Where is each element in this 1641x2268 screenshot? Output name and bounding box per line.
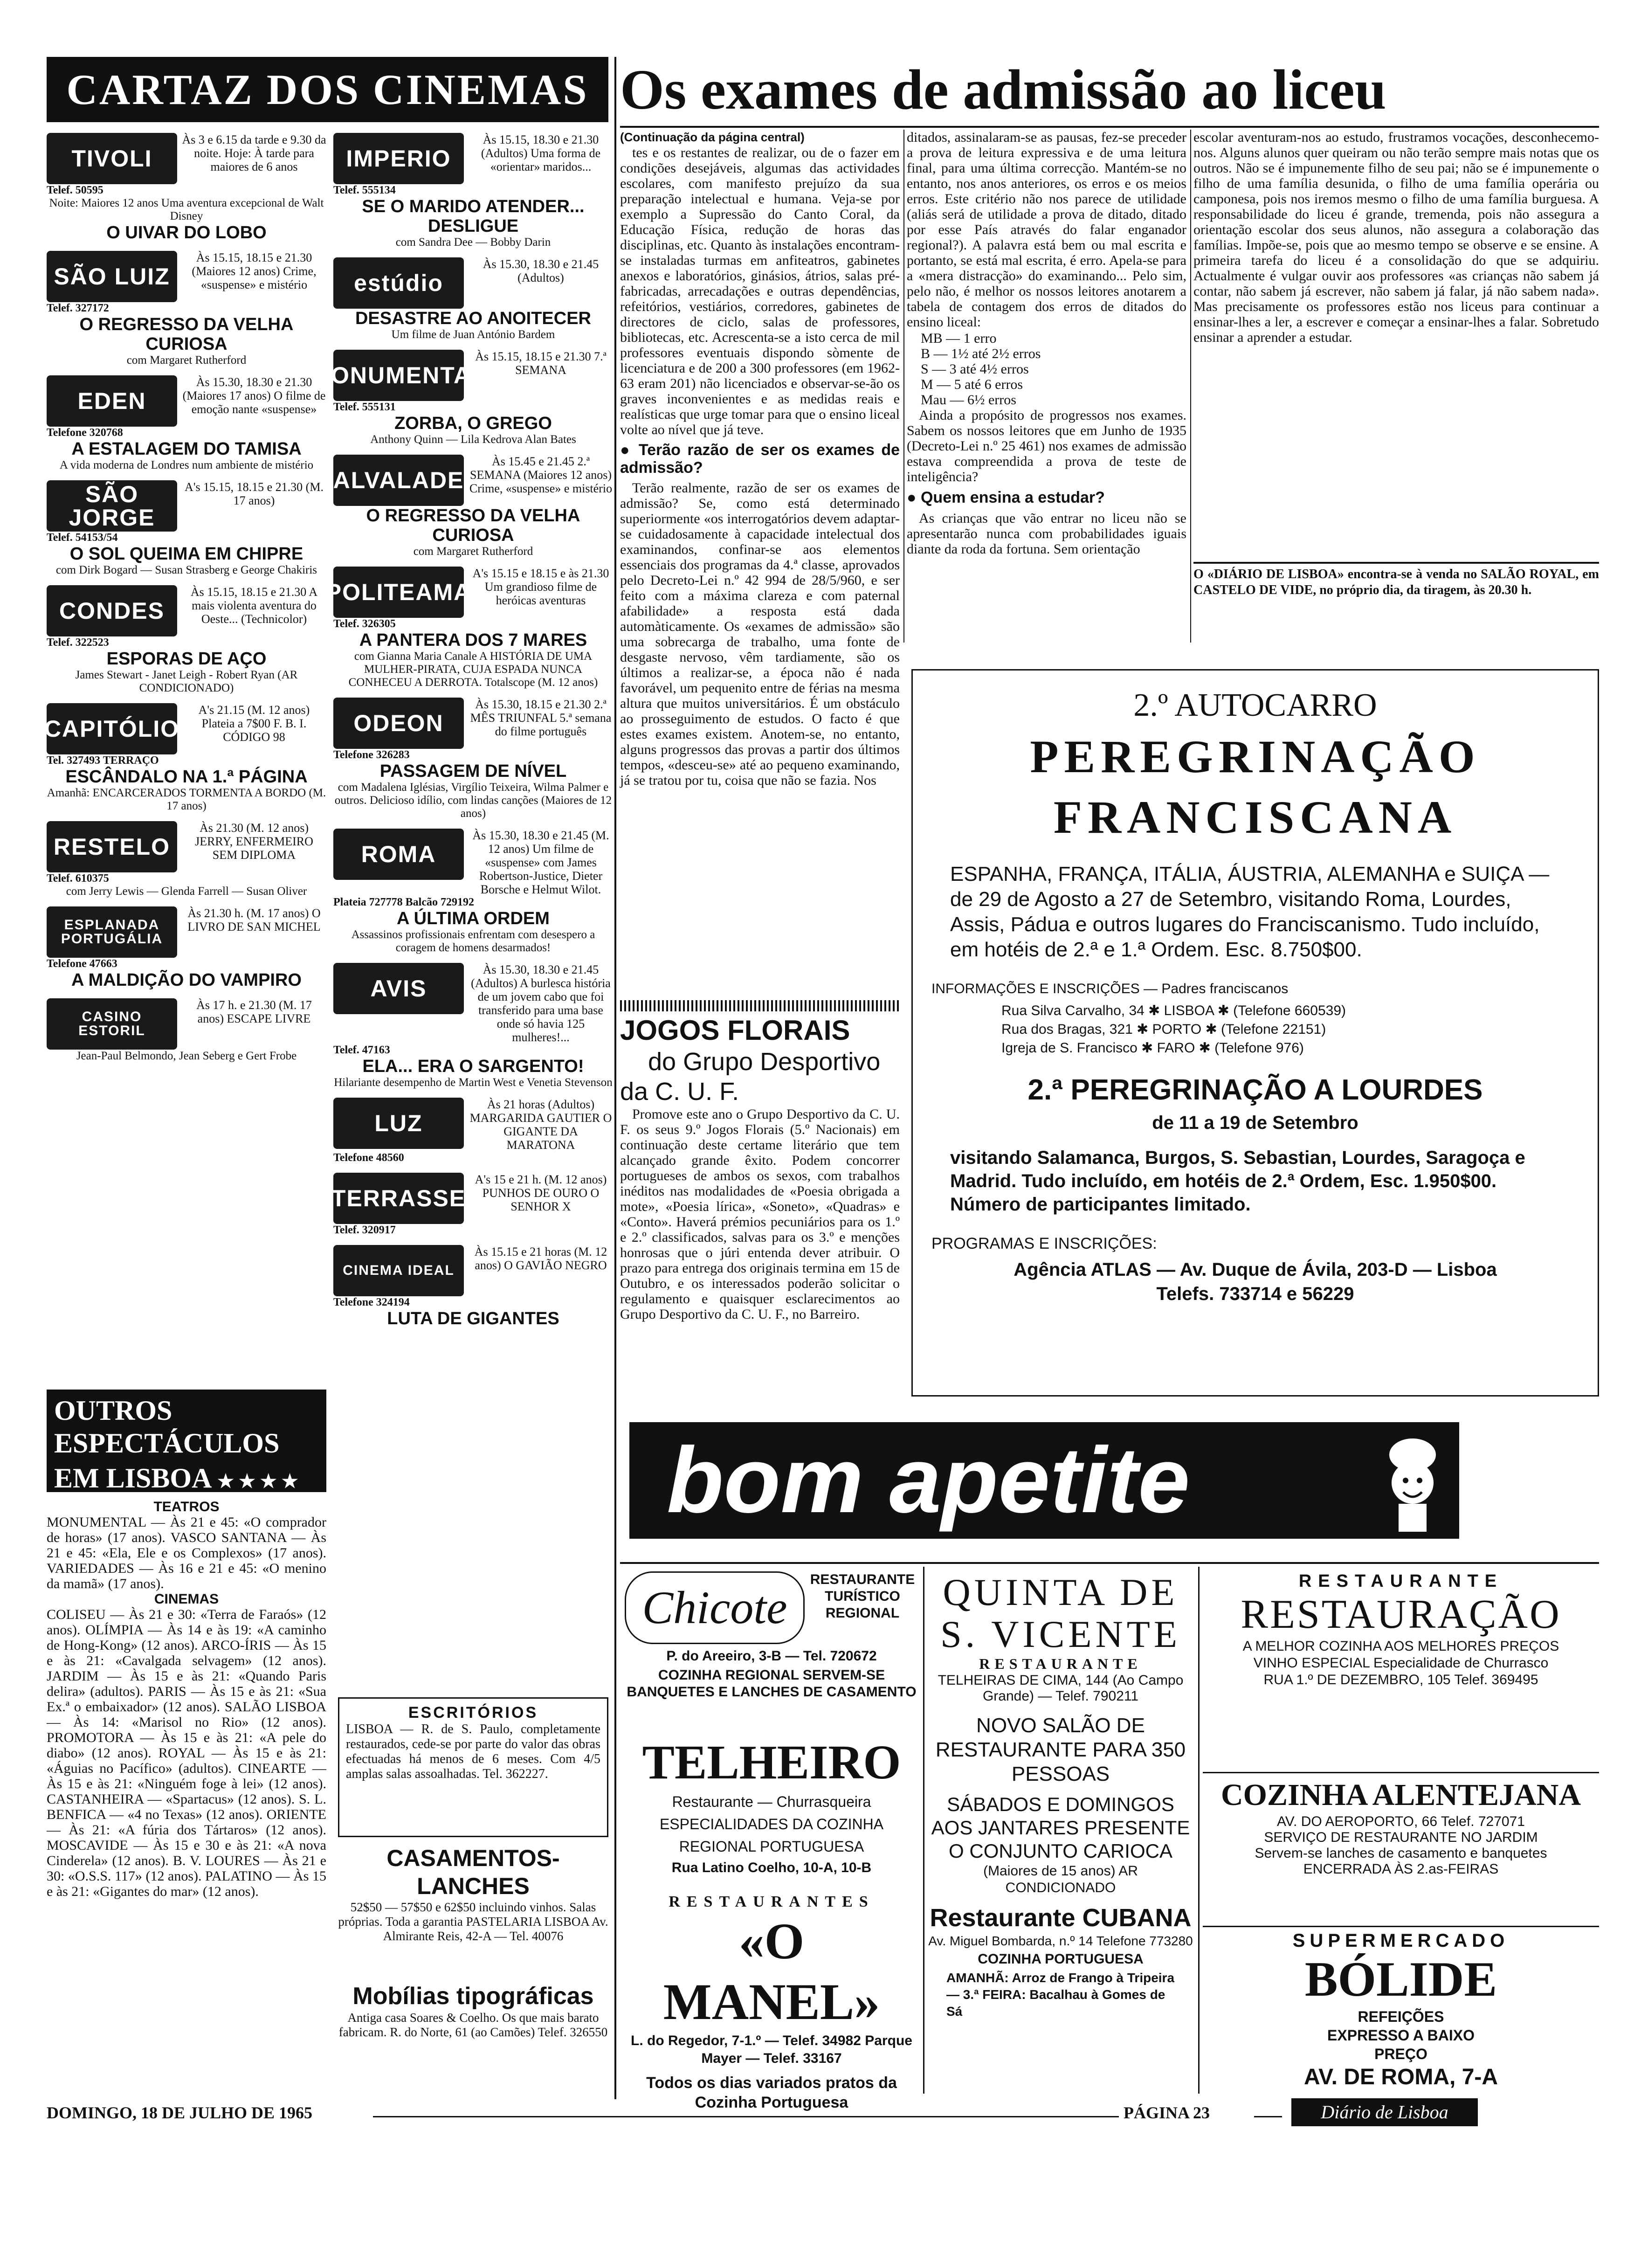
jogos-text: Promove este ano o Grupo Desportivo da C. U. F. os seus 9.º Jogos Florais (5.º Nacionais) em continuação deste certame literário que tem alcançado grande êxito. Podem concorrer portugueses de ambos os sexos, com trabalhos inéditos nas modalidades de «Poesia obrigada a mote», «Poesia lírica», «Soneto», «Quadras» e «Conto». Haverá prémios pecuniários para os 1.º e 2.º classificados, salvas para os 3.º e menções honrosas que o júri entenda dever atribuir. O prazo para entrega dos originais termina em 15 de Outubro, e os interessados poderão solicitar o regulamento e quaisquer esclarecimentos ao Grupo Desportivo da C. U. F., no Barreiro. <box>620 1106 900 1322</box>
jogos-title-2: do Grupo Desportivo <box>648 1048 881 1076</box>
film-cast: com Gianna Maria Canale A HISTÓRIA DE UMA MULHER-PIRATA, CUJA ESPADA NUNCA CONHECEU A DERROTA. Totalscope (M. 12 anos) <box>348 650 598 689</box>
cinema-listing <box>333 698 613 820</box>
cinema-times: A's 21.15 (M. 12 anos) Plateia a 7$00 F. B. I. CÓDIGO 98 <box>198 703 310 744</box>
manel-ad <box>625 1893 918 2111</box>
star-icons: ★ ★ ★ ★ <box>217 1471 298 1492</box>
film-cast: com Sandra Dee — Bobby Darin <box>395 236 551 249</box>
quinta-title-1: QUINTA DE <box>943 1571 1179 1613</box>
agency-address: Agência ATLAS — Av. Duque de Ávila, 203-D — Lisboa <box>1014 1259 1497 1280</box>
article-title: Os exames de admissão ao liceu <box>620 58 1386 121</box>
cinema-phone: Telef. 320917 <box>333 1224 396 1236</box>
quinta-ad <box>928 1571 1193 1916</box>
cinema-times: Às 15.15 e 21 horas (M. 12 anos) O GAVIÃO NEGRO <box>474 1245 607 1272</box>
address-lisboa: Rua Silva Carvalho, 34 ✱ LISBOA ✱ (Telefone 660539) <box>1001 1003 1346 1018</box>
film-cast: com Margaret Rutherford <box>126 354 247 366</box>
jogos-title-3: da C. U. F. <box>620 1078 739 1106</box>
footer-rule <box>1254 2116 1282 2117</box>
cinema-listing <box>47 251 326 367</box>
cinema-list-left <box>44 133 326 1369</box>
chicote-tag: RESTAURANTE TURÍSTICO REGIONAL <box>810 1572 915 1621</box>
cinema-listing <box>47 821 326 898</box>
ad-rule <box>1203 1926 1599 1927</box>
film-cast: Jean-Paul Belmondo, Jean Seberg e Gert Frobe <box>76 1050 297 1062</box>
pilgrimage-ad <box>911 669 1599 1397</box>
cinema-logo: estúdio <box>333 257 464 309</box>
cinema-listing <box>47 585 326 695</box>
cinema-listing <box>333 455 613 558</box>
alentejana-ad <box>1203 1777 1599 1926</box>
bolide-address: AV. DE ROMA, 7-A <box>1303 2065 1498 2089</box>
restauracao-top: RESTAURANTE <box>1298 1571 1503 1591</box>
cinema-logo: POLITEAMA <box>333 567 464 618</box>
masthead-logo: Diário de Lisboa <box>1291 2098 1478 2126</box>
film-title: O UIVAR DO LOBO <box>106 223 267 242</box>
article-continuation: (Continuação da página central) <box>620 130 805 144</box>
film-title: A ESTALAGEM DO TAMISA <box>71 439 302 459</box>
footer-rule <box>326 2116 1119 2117</box>
cinema-times: Às 15.45 e 21.45 2.ª SEMANA (Maiores 12 anos) Crime, «suspense» e mistério <box>469 455 613 495</box>
cinema-times: A's 15.15, 18.15 e 21.30 (M. 17 anos) <box>185 480 324 507</box>
cinema-times: Às 3 e 6.15 da tarde e 9.30 da noite. Hoje: À tarde para maiores de 6 anos <box>182 133 326 173</box>
cinema-logo: IMPERIO <box>333 133 464 184</box>
cinema-times: Às 21 horas (Adultos) MARGARIDA GAUTIER O GIGANTE DA MARATONA <box>469 1098 612 1152</box>
chicote-address: P. do Areeiro, 3-B — Tel. 720672 <box>666 1648 877 1664</box>
film-title: SE O MARIDO ATENDER... DESLIGUE <box>362 197 585 236</box>
casamentos-title: CASAMENTOS-LANCHES <box>386 1845 560 1899</box>
cinema-times: Às 15.30, 18.30 e 21.45 (M. 12 anos) Um filme de «suspense» com James Robertson-Justice, Dieter Borsche e Helmut Wilot. <box>472 829 609 896</box>
cinema-listing <box>47 480 326 577</box>
cinema-listing <box>47 375 326 472</box>
escritorios-title: ESCRITÓRIOS <box>408 1704 538 1722</box>
film-title: ESPORAS DE AÇO <box>106 649 267 669</box>
cinema-listing <box>333 133 613 249</box>
jogos-title-1: JOGOS FLORAIS <box>620 1015 850 1046</box>
cinema-times: A's 15.15 e 18.15 e às 21.30 Um grandioso filme de heróicas aventuras <box>472 567 609 607</box>
scale-b: B — 1½ até 2½ erros <box>921 346 1041 361</box>
casamentos-ad <box>338 1844 608 1984</box>
footer-date: DOMINGO, 18 DE JULHO DE 1965 <box>47 2103 373 2123</box>
notice-box: O «DIÁRIO DE LISBOA» encontra-se à venda no SALÃO ROYAL, em CASTELO DE VIDE, no próprio dia, da tiragem, às 20.30 h. <box>1193 567 1599 597</box>
scale-m: M — 5 até 6 erros <box>921 377 1023 392</box>
film-title: O REGRESSO DA VELHA CURIOSA <box>79 315 294 354</box>
manel-address: L. do Regedor, 7-1.º — Telef. 34982 Parque Mayer — Telef. 33167 <box>631 2033 912 2066</box>
cinema-logo: CONDES <box>47 585 177 636</box>
cinema-logo: CASINO ESTORIL <box>47 998 177 1050</box>
cinema-listing <box>333 963 613 1089</box>
cinema-times: Às 17 h. e 21.30 (M. 17 anos) ESCAPE LIVRE <box>196 998 312 1025</box>
cinema-phone: Telefone 326283 <box>333 749 410 761</box>
jogos-florais <box>620 1014 900 1415</box>
cinema-phone: Telef. 326305 <box>333 618 396 630</box>
cinema-phone: Telefone 47663 <box>47 958 117 970</box>
cinema-logo: CINEMA IDEAL <box>333 1245 464 1296</box>
cinema-times: A's 15 e 21 h. (M. 12 anos) PUNHOS DE OURO O SENHOR X <box>475 1173 607 1213</box>
cinema-logo: CAPITÓLIO <box>47 703 177 754</box>
quinta-restaurante: RESTAURANTE <box>979 1655 1142 1672</box>
footer-page: PÁGINA 23 <box>1124 2103 1210 2122</box>
film-title: PASSAGEM DE NÍVEL <box>379 761 567 781</box>
title-rule <box>620 126 1599 128</box>
cinema-logo: SÃO LUIZ <box>47 251 177 302</box>
cinema-times: Às 15.15, 18.15 e 21.30 7.ª SEMANA <box>475 350 607 377</box>
chef-icon <box>1366 1422 1459 1539</box>
cinema-logo: AVIS <box>333 963 464 1014</box>
film-title: O SOL QUEIMA EM CHIPRE <box>69 544 303 564</box>
restauracao-ad <box>1203 1571 1599 1767</box>
film-cast: Amanhã: ENCARCERADOS TORMENTA A BORDO (M. 17 anos) <box>47 787 326 812</box>
telheiro-address: Rua Latino Coelho, 10-A, 10-B <box>671 1860 872 1875</box>
cinema-listing <box>47 998 326 1063</box>
article-col3-text: escolar aventuram-nos ao estudo, frustramos vocações, desconhecemo-nos. Alguns alunos quer queiram ou não terão sempre mais notas que os outros. Não se é impunemente filho de seu pai; não se é impunemente o filho de uma família desunida, o filho de uma família operária ou camponesa, pois nos iremos mesmo o filho de uma família burguesa. A responsabilidade do liceu é grande, tremenda, pois não assegura a orientação escolar dos seus alunos, não assegura a colaboração das famílias. Impõe-se, pois que ao mesmo tempo se observe e se ensine. A primeira tarefa do liceu é a consolidação do que se adquiriu. Actualmente é vulgar ouvir aos professores «as crianças não sabem já contar, não sabem já escrever, não sabem já falar, já não sabem nada». Mas precisamente os professores estão nos liceus para continuar a ensinar-lhes a ler, a escrever e começar a ensinar-lhes a falar. Sobretudo ensinar a aprender a estudar. <box>1193 130 1599 345</box>
film-title: A PANTERA DOS 7 MARES <box>359 630 587 650</box>
bom-apetite-banner <box>629 1422 1459 1539</box>
outros-list <box>47 1499 326 2105</box>
manel-text: Todos os dias variados pratos da Cozinha Portuguesa <box>646 2074 897 2111</box>
column-rule <box>1198 1567 1200 2094</box>
outros-cinemas-label: CINEMAS <box>154 1591 219 1607</box>
lourdes-title: 2.ª PEREGRINAÇÃO A LOURDES <box>1027 1074 1483 1106</box>
cinema-listing <box>47 133 326 242</box>
alentejana-text: AV. DO AEROPORTO, 66 Telef. 727071 SERVIÇO DE RESTAURANTE NO JARDIM Servem-se lanches de casamento e banquetes ENCERRADA ÀS 2.as-FEIRAS <box>1255 1814 1547 1877</box>
film-cast: Hilariante desempenho de Martin West e Venetia Stevenson <box>334 1076 613 1089</box>
outros-heading-line1: OUTROS ESPECTÁCULOS <box>54 1395 280 1459</box>
mobilias-text: Antiga casa Soares & Coelho. Os que mais barato fabricam. R. do Norte, 61 (ao Camões) Telef. 326550 <box>338 2011 608 2039</box>
quinta-text-3: (Maiores de 15 anos) AR CONDICIONADO <box>983 1863 1138 1895</box>
film-title: A MALDIÇÃO DO VAMPIRO <box>71 970 302 990</box>
film-cast: Anthony Quinn — Lila Kedrova Alan Bates <box>370 433 576 446</box>
film-cast: com Dirk Bogard — Susan Strasberg e George Chakiris <box>55 564 317 576</box>
cinema-phone: Telef. 555134 <box>333 184 396 196</box>
agency-phones: Telefs. 733714 e 56229 <box>1156 1284 1354 1304</box>
programas-label: PROGRAMAS E INSCRIÇÕES: <box>931 1235 1157 1252</box>
cinema-phone: Tel. 327493 TERRAÇO <box>47 754 159 767</box>
cinema-times: Às 15.15, 18.15 e 21.30 (Maiores 12 anos) Crime, «suspense» e mistério <box>192 251 317 291</box>
error-scale <box>907 331 1186 408</box>
restauracao-text: A MELHOR COZINHA AOS MELHORES PREÇOS VINHO ESPECIAL Especialidade de Churrasco RUA 1.º DE DEZEMBRO, 105 Telef. 369495 <box>1242 1639 1559 1687</box>
article-col1b-text: Terão realmente, razão de ser os exames de admissão? Se, como está determinado superiormente «os interrogatórios devem adaptar-se cuidadosamente à capacidade intelectual dos examinandos, confinar-se aos elementos essenciais dos programas da 4.ª classe, aprovados pelo Decreto-Lei n.º 42 994 de 28/5/960, e ser feito com a máxima clareza e com paternal afabilidade» a resposta está dada automàticamente. Os «exames de admissão» são uma sobrecarga de trabalho, uma fonte de desgaste nervoso, vêm tardiamente, são os últimos a realizar-se, a época não é nada favorável, um pequenito entre de férias na mesma altura que muitos universitários. É um obstáculo ao prosseguimento de estudos. O facto é que estes exames existem. Anotem-se, no entanto, alguns progressos das provas a partir dos últimos tempos, «desceu-se» até ao pequeno examinando, já se tratou por tu, coisa que não se fazia. Nos <box>620 480 900 788</box>
cinema-logo: EDEN <box>47 375 177 427</box>
cinema-times: Às 15.30, 18.30 e 21.30 (Maiores 17 anos) O filme de emoção nante «suspense» <box>182 375 326 416</box>
column-rule <box>1190 130 1191 643</box>
film-cast: com Margaret Rutherford <box>413 545 533 558</box>
film-title: ZORBA, O GREGO <box>394 414 552 433</box>
cinema-logo: ODEON <box>333 698 464 749</box>
alentejana-title: COZINHA ALENTEJANA <box>1221 1778 1581 1812</box>
cinema-phone: Telef. 47163 <box>333 1044 390 1056</box>
cinema-times: Às 21.30 (M. 12 anos) JERRY, ENFERMEIRO SEM DIPLOMA <box>195 821 313 862</box>
mobilias-ad <box>338 1982 608 2094</box>
cinema-listing <box>44 703 326 813</box>
restauracao-title: RESTAURAÇÃO <box>1241 1592 1561 1637</box>
cinema-logo: SÃO JORGE <box>47 480 177 532</box>
cinema-times: Às 21.30 h. (M. 17 anos) O LIVRO DE SAN MICHEL <box>187 906 321 933</box>
casamentos-text: 52$50 — 57$50 e 62$50 incluindo vinhos. Salas próprias. Toda a garantia PASTELARIA LISBOA Av. Almirante Reis, 42-A — Tel. 40076 <box>338 1900 608 1943</box>
film-title: A ÚLTIMA ORDEM <box>397 909 550 928</box>
cinema-phone: Telefone 324194 <box>333 1296 410 1308</box>
column-rule <box>903 130 904 643</box>
cinema-phone: Telef. 54153/54 <box>47 532 118 544</box>
supermercado-label: SUPERMERCADO <box>1292 1930 1510 1951</box>
quinta-address: TELHEIRAS DE CIMA, 144 (Ao Campo Grande) — Telef. 790211 <box>938 1673 1184 1704</box>
pilgrimage-route: ESPANHA, FRANÇA, ITÁLIA, ÁUSTRIA, ALEMANHA e SUIÇA — de 29 de Agosto a 27 de Setembro, visitando Roma, Lourdes, Assis, Pádua e outros lugares do Franciscanismo. Tudo incluído, em hotéis de 2.ª e 1.ª Ordem. Esc. 8.750$00. <box>950 863 1550 961</box>
column-rule <box>614 57 616 2099</box>
cinema-logo: ESPLANADA PORTUGÁLIA <box>47 906 177 958</box>
film-title: DESASTRE AO ANOITECER <box>355 309 591 328</box>
cubana-address: Av. Miguel Bombarda, n.º 14 Telefone 773280 <box>928 1934 1193 1948</box>
notice-rule <box>1193 562 1599 564</box>
bolide-title: BÓLIDE <box>1304 1952 1497 2006</box>
bom-apetite-text: bom apetite <box>667 1428 1190 1532</box>
ad-rule <box>1203 1772 1599 1773</box>
escritorios-ad <box>338 1697 608 1837</box>
pilgrimage-title-1: PEREGRINAÇÃO <box>1030 731 1481 782</box>
cinema-logo: MONUMENTAL <box>333 350 464 401</box>
article-col2-text: ditados, assinalaram-se as pausas, fez-se preceder a prova de leitura expressiva e de uma leitura final, para uma última correcção. Mantém-se no entanto, nos anos anteriores, os erros e os meios erros. Este critério não nos parece de utilidade (aliás será de utilidade a prova de ditado, ditado por esse País através do falar enganador regional?). A palavra está bem ou mal escrita e portanto, se está mal escrita, é erro. Apela-se para a «mera distracção» do examinando... Pelo sim, pelo não, é melhor os nossos leitores anotarem a tabela de contagem dos erros de ditados do ensino liceal: <box>907 130 1186 330</box>
sub-heading-1: ● Terão razão de ser os exames de admissão? <box>620 441 900 477</box>
jogos-separator <box>620 1000 900 1011</box>
teatros-text: MONUMENTAL — Às 21 e 45: «O comprador de horas» (17 anos). VASCO SANTANA — Às 21 e 45: «Ela, Ele e os Complexos» (17 anos). VARIEDADES — Às 16 e 21 e 45: «O menino da mamã» (17 anos). <box>47 1514 326 1591</box>
cinema-times: Às 15.15, 18.15 e 21.30 A mais violenta aventura do Oeste... (Technicolor) <box>190 585 318 626</box>
film-title: ELA... ERA O SARGENTO! <box>362 1057 584 1076</box>
film-cast: A vida moderna de Londres num ambiente de mistério <box>59 459 314 471</box>
sub-heading-1-text: Terão razão de ser os exames de admissão? <box>620 441 900 477</box>
cinema-logo: TERRASSE <box>333 1173 464 1224</box>
cinema-list-right <box>310 133 613 1611</box>
telheiro-ad <box>625 1735 918 1879</box>
chicote-text: COZINHA REGIONAL SERVEM-SE BANQUETES E LANCHES DE CASAMENTO <box>627 1667 917 1700</box>
cinemas-heading: CARTAZ DOS CINEMAS <box>47 57 608 122</box>
quinta-text-2: SÁBADOS E DOMINGOS AOS JANTARES PRESENTE O CONJUNTO CARIOCA <box>931 1793 1190 1862</box>
outros-heading <box>47 1390 326 1492</box>
film-cast: Um filme de Juan António Bardem <box>391 328 555 341</box>
cinema-times: Às 15.15, 18.30 e 21.30 (Adultos) Uma forma de «orientar» maridos... <box>481 133 601 173</box>
bolide-ad <box>1203 1930 1599 2094</box>
cinema-phone: Telef. 322523 <box>47 636 109 649</box>
film-title: LUTA DE GIGANTES <box>387 1309 559 1328</box>
sub-heading-2-text: Quem ensina a estudar? <box>920 489 1105 506</box>
cubana-ad <box>928 1902 1193 2089</box>
cinema-phone: Telefone 48560 <box>333 1152 404 1164</box>
cinema-logo: LUZ <box>333 1098 464 1149</box>
pilgrimage-info: INFORMAÇÕES E INSCRIÇÕES — Padres franciscanos <box>931 981 1289 996</box>
ads-top-rule <box>620 1562 1599 1564</box>
quinta-text: NOVO SALÃO DE RESTAURANTE PARA 350 PESSOAS <box>935 1714 1186 1785</box>
cinema-times: Às 15.30, 18.30 e 21.45 (Adultos) A burlesca história de um jovem cabo que foi transferido para uma base onde só havia 125 mulheres!... <box>471 963 611 1044</box>
manel-title: «O MANEL» <box>663 1913 880 2030</box>
pilgrimage-title-2: FRANCISCANA <box>1053 791 1457 843</box>
telheiro-text: Restaurante — Churrasqueira ESPECIALIDADES DA COZINHA REGIONAL PORTUGUESA <box>659 1793 884 1855</box>
cinema-logo: RESTELO <box>47 821 177 872</box>
cubana-menu: AMANHÃ: Arroz de Frango à Tripeira — 3.ª FEIRA: Bacalhau à Gomes de Sá <box>946 1971 1175 2019</box>
film-cast: James Stewart - Janet Leigh - Robert Ryan (AR CONDICIONADO) <box>75 669 298 694</box>
escritorios-text: LISBOA — R. de S. Paulo, completamente restaurados, cede-se por parte do valor das obras efectuadas há menos de 6 meses. Com 4/5 amplas salas assoalhadas. Tel. 362227. <box>346 1722 600 1781</box>
address-faro: Igreja de S. Francisco ✱ FARO ✱ (Telefone 976) <box>1001 1040 1304 1056</box>
teatros-label: TEATROS <box>153 1499 220 1514</box>
manel-top: RESTAURANTES <box>669 1893 875 1910</box>
outros-heading-line2: EM LISBOA <box>54 1463 211 1494</box>
cinema-note: Noite: Maiores 12 anos Uma aventura excepcional de Walt Disney <box>49 197 324 222</box>
article-col-3 <box>1193 130 1599 559</box>
scale-mau: Mau — 6½ erros <box>921 392 1016 408</box>
column-rule <box>923 1567 924 2094</box>
pilgrimage-bus: 2.º AUTOCARRO <box>1133 687 1377 723</box>
cinema-listing <box>333 1098 613 1164</box>
cinema-phone: Plateia 727778 Balcão 729192 <box>333 896 474 908</box>
lourdes-dates: de 11 a 19 de Setembro <box>1152 1113 1358 1133</box>
cinema-listing <box>333 257 613 341</box>
film-cast: com Jerry Lewis — Glenda Farrell — Susan Oliver <box>66 885 307 898</box>
scale-mb: MB — 1 erro <box>921 331 997 346</box>
cinema-phone: Telef. 327172 <box>47 302 109 314</box>
chicote-logo: Chicote <box>625 1571 805 1644</box>
article-col2b-text: Ainda a propósito de progressos nos exames. Sabem os nossos leitores que em Junho de 1935 (Decreto-Lei n.º 25 461) nos exames de admissão estava compreendida a prova de teste de inteligência? <box>907 408 1186 484</box>
cinema-phone: Telef. 610375 <box>47 872 109 885</box>
article-col-2 <box>907 130 1186 643</box>
cinema-times: Às 15.30, 18.30 e 21.45 (Adultos) <box>483 257 599 284</box>
article-col2c-text: As crianças que vão entrar no liceu não se apresentarão nunca com probabilidades iguais diante da roda da fortuna. Sem orientação <box>907 511 1186 557</box>
outros-cinemas-text: COLISEU — Às 21 e 30: «Terra de Faraós» (12 anos). OLÍMPIA — Às 14 e às 19: «A caminho de Hong-Kong» (12 anos). ARCO-ÍRIS — Às 15 e às 21: «Cavalgada selvagem» (12 anos). JARDIM — Às 15 e às 21: «Quando Paris delira» (adultos). PARIS — Às 15 e às 21: «Sua Ex.ª o embaixador» (12 anos). SALÃO LISBOA — Às 14: «Marisol no Rio» (12 anos). PROMOTORA — Às 15 e às 21: «A pele do diabo» (12 anos). ROYAL — Às 15 e às 21: «Águias no Pacífico» (adultos). CINEARTE — Às 15 e às 21: «Ninguém foge à lei» (12 anos). CASTANHEIRA — «Spartacus» (12 anos). S. L. BENFICA — «4 no Texas» (12 anos). ORIENTE — Às 21: «A fúria dos Tártaros» (12 anos). MOSCAVIDE — Às 15 e 30 e às 21: «A nova Cinderela» (12 anos). B. V. LOURES — Às 21 e 30: «O.S.S. 117» (12 anos). PALATINO — Às 15 e às 21: «Gigantes do mar» (12 anos). <box>47 1607 326 1899</box>
cinema-logo: ALVALADE <box>333 455 464 506</box>
cinema-logo: ROMA <box>333 829 464 880</box>
cubana-title: Restaurante CUBANA <box>930 1904 1192 1932</box>
cinema-phone: Telef. 555131 <box>333 401 396 413</box>
film-title: O REGRESSO DA VELHA CURIOSA <box>366 506 580 545</box>
pilgrimage-addresses <box>931 1002 1579 1058</box>
lourdes-text: visitando Salamanca, Burgos, S. Sebastian, Lourdes, Saragoça e Madrid. Tudo incluído, em hotéis de 2.ª Ordem, Esc. 1.950$00. Número de participantes limitado. <box>950 1148 1525 1215</box>
cinema-listing <box>333 1245 613 1328</box>
film-cast: com Madalena Iglésias, Virgílio Teixeira, Wilma Palmer e outros. Delicioso idílio, com lindas canções (Maiores de 12 anos) <box>334 781 612 820</box>
cubana-text: COZINHA PORTUGUESA <box>978 1951 1144 1967</box>
cinema-listing <box>310 350 613 446</box>
film-cast: Assassinos profissionais enfrentam com desespero a coragem de homens desarmados! <box>351 928 595 954</box>
quinta-title-2: S. VICENTE <box>940 1613 1181 1655</box>
bolide-text: REFEIÇÕES EXPRESSO A BAIXO PREÇO <box>1327 2008 1475 2062</box>
article-col1-text: tes e os restantes de realizar, ou de o fazer em condições desejáveis, algumas das actividades escolares, com manifesto prejuízo da sua preparação intelectual e humana. Veja-se por exemplo a Supressão do Canto Coral, da Educação Física, redução de horas das disciplinas, etc. Quanto às instalações encontram-se instaladas turmas em anfiteatros, gabinetes anexos e laboratórios, ginásios, átrios, salas pré-fabricadas, arrecadações e outras dependências, refeitórios, vestiários, corredores, gabinetes de directores de ciclo, salas de professores, bibliotecas, etc. Acrescenta-se a isto cerca de mil professores eventuais dispondo sòmente de licenciatura e de 200 a 300 professores (em 1962-63 eram 201) não licenciados e observar-se-ão os graves inconvenientes e as medidas reais e realísticas que urge tomar para que o ensino liceal volte ao nível que já teve. <box>620 145 900 437</box>
scale-s: S — 3 até 4½ erros <box>921 361 1029 377</box>
cinema-listing <box>333 1173 613 1237</box>
address-porto: Rua dos Bragas, 321 ✱ PORTO ✱ (Telefone 22151) <box>1001 1022 1326 1037</box>
sub-heading-2: ● Quem ensina a estudar? <box>907 489 1105 506</box>
mobilias-title: Mobílias tipográficas <box>352 1983 594 2010</box>
cinema-listing <box>333 829 613 954</box>
chicote-ad <box>625 1571 918 1711</box>
article-col-1 <box>620 130 900 997</box>
cinema-listing <box>47 906 326 990</box>
cinema-logo: TIVOLI <box>47 133 177 184</box>
telheiro-title: TELHEIRO <box>642 1736 901 1789</box>
cinema-times: Às 15.30, 18.15 e 21.30 2.ª MÊS TRIUNFAL 5.ª semana do filme português <box>470 698 612 738</box>
cinema-phone: Telef. 50595 <box>47 184 103 196</box>
cinema-listing <box>325 567 613 689</box>
film-title: ESCÂNDALO NA 1.ª PÁGINA <box>65 767 308 787</box>
cinema-phone: Telefone 320768 <box>47 427 123 439</box>
